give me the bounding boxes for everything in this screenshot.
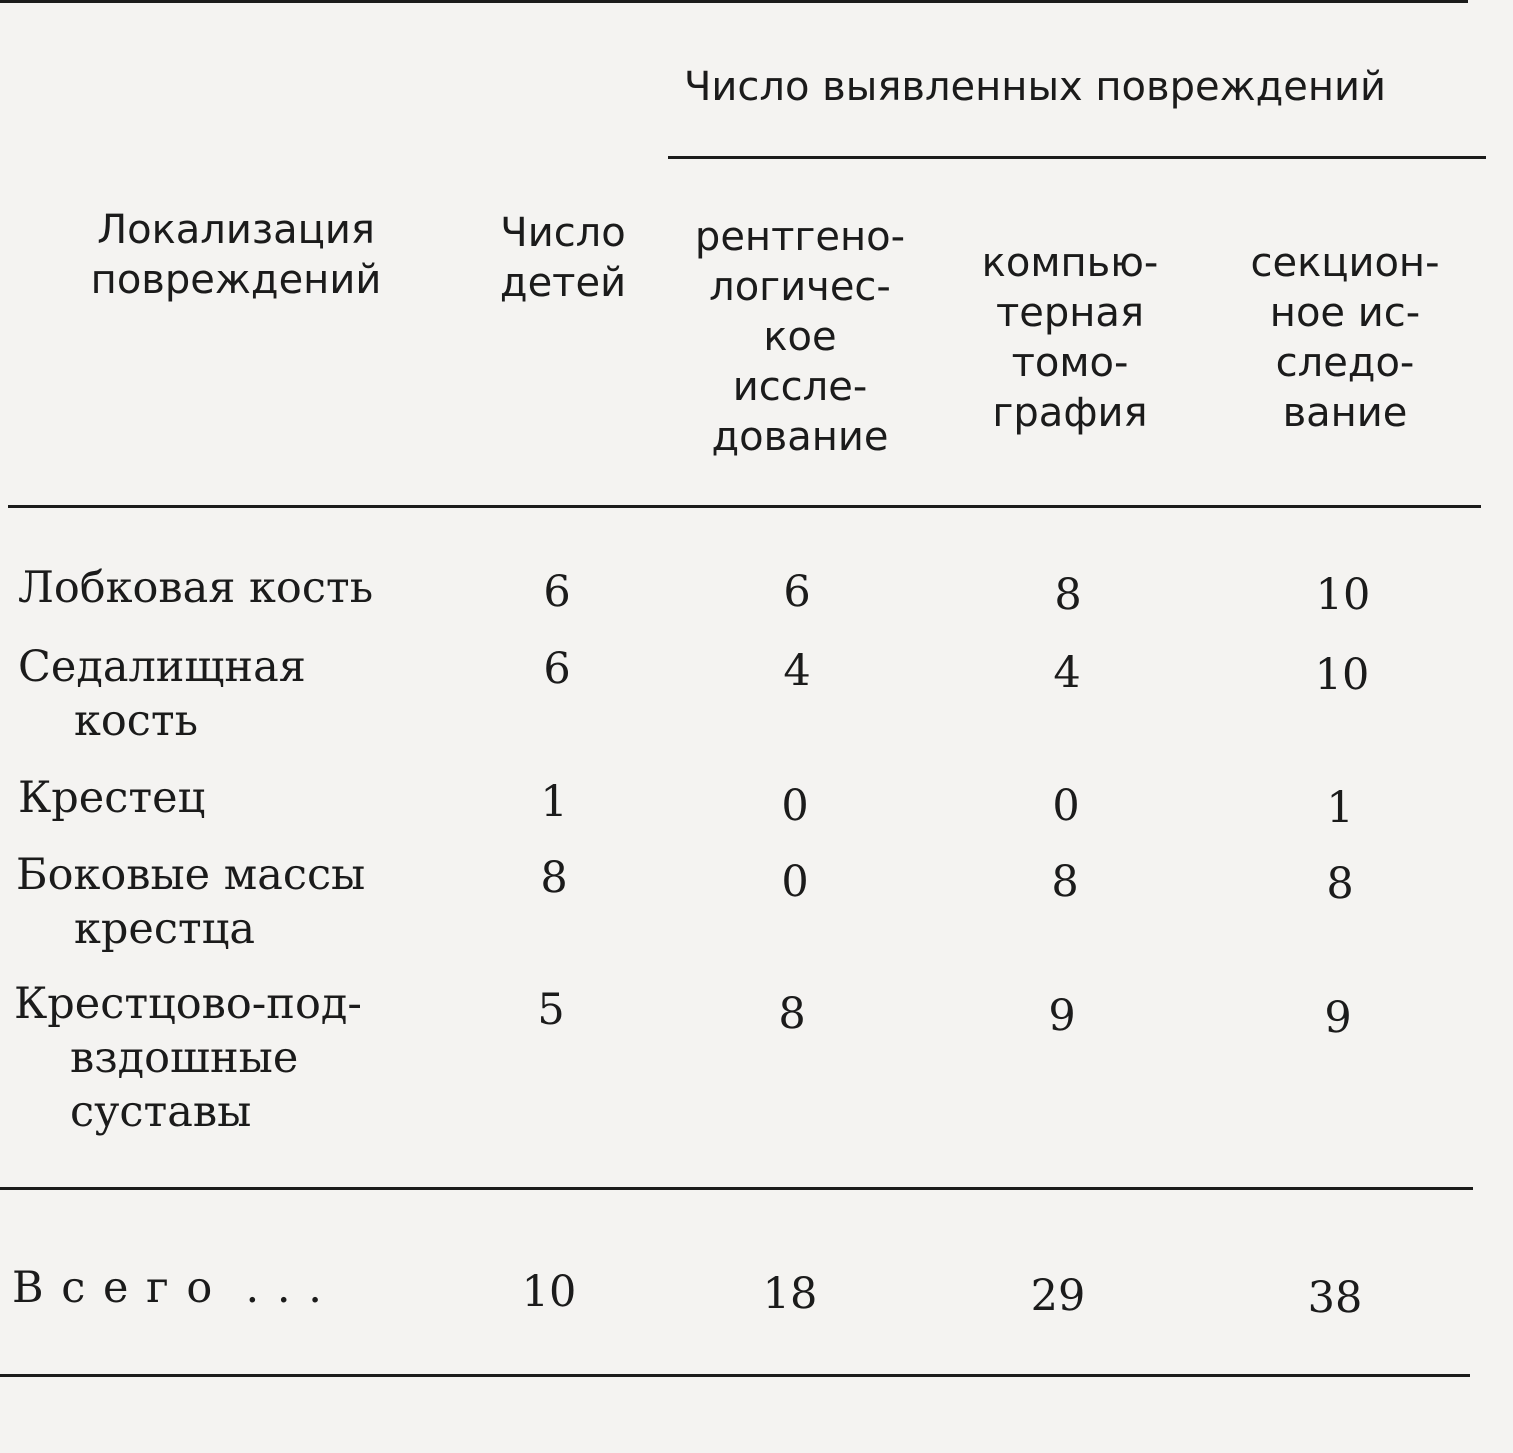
total-xray: 18 bbox=[762, 1269, 818, 1319]
cell-xray: 8 bbox=[778, 989, 806, 1039]
column-header-xray: рентгено- логичес- кое иссле- дование bbox=[694, 214, 906, 460]
total-ct: 29 bbox=[1030, 1271, 1086, 1321]
column-header-ct: компью- терная томо- графия bbox=[981, 240, 1159, 436]
cell-xray: 0 bbox=[781, 781, 809, 831]
cell-children: 6 bbox=[543, 644, 571, 694]
cell-ct: 8 bbox=[1054, 570, 1082, 620]
cell-children: 8 bbox=[540, 853, 568, 903]
cell-autopsy: 8 bbox=[1326, 859, 1354, 909]
total-autopsy: 38 bbox=[1307, 1273, 1363, 1323]
cell-ct: 8 bbox=[1051, 857, 1079, 907]
row-location: Седалищная кость bbox=[18, 642, 306, 746]
group-header: Число выявленных повреждений bbox=[684, 64, 1387, 110]
total-top-rule bbox=[0, 1187, 1473, 1190]
row-location: Крестец bbox=[18, 773, 206, 823]
cell-xray: 4 bbox=[783, 646, 811, 696]
group-header-rule bbox=[668, 156, 1486, 159]
cell-ct: 9 bbox=[1048, 991, 1076, 1041]
cell-autopsy: 1 bbox=[1326, 783, 1354, 833]
row-location: Крестцово-под- вздошные суставы bbox=[14, 979, 362, 1137]
row-location: Боковые массы крестца bbox=[16, 850, 366, 954]
total-label: В с е г о . . . bbox=[12, 1263, 324, 1313]
top-rule bbox=[0, 0, 1468, 3]
header-bottom-rule bbox=[8, 505, 1481, 508]
cell-ct: 0 bbox=[1052, 781, 1080, 831]
cell-children: 1 bbox=[540, 777, 568, 827]
cell-autopsy: 10 bbox=[1314, 650, 1370, 700]
cell-children: 5 bbox=[537, 985, 565, 1035]
cell-ct: 4 bbox=[1053, 648, 1081, 698]
column-header-location: Локализация повреждений bbox=[90, 207, 382, 303]
cell-autopsy: 9 bbox=[1324, 993, 1352, 1043]
total-children: 10 bbox=[521, 1267, 577, 1317]
cell-children: 6 bbox=[543, 567, 571, 617]
column-header-children: Число детей bbox=[499, 210, 627, 306]
column-header-autopsy: секцион- ное ис- следо- вание bbox=[1250, 240, 1440, 436]
bottom-rule bbox=[0, 1374, 1470, 1377]
row-location: Лобковая кость bbox=[18, 563, 374, 613]
cell-xray: 0 bbox=[781, 857, 809, 907]
cell-xray: 6 bbox=[783, 567, 811, 617]
cell-autopsy: 10 bbox=[1315, 570, 1371, 620]
